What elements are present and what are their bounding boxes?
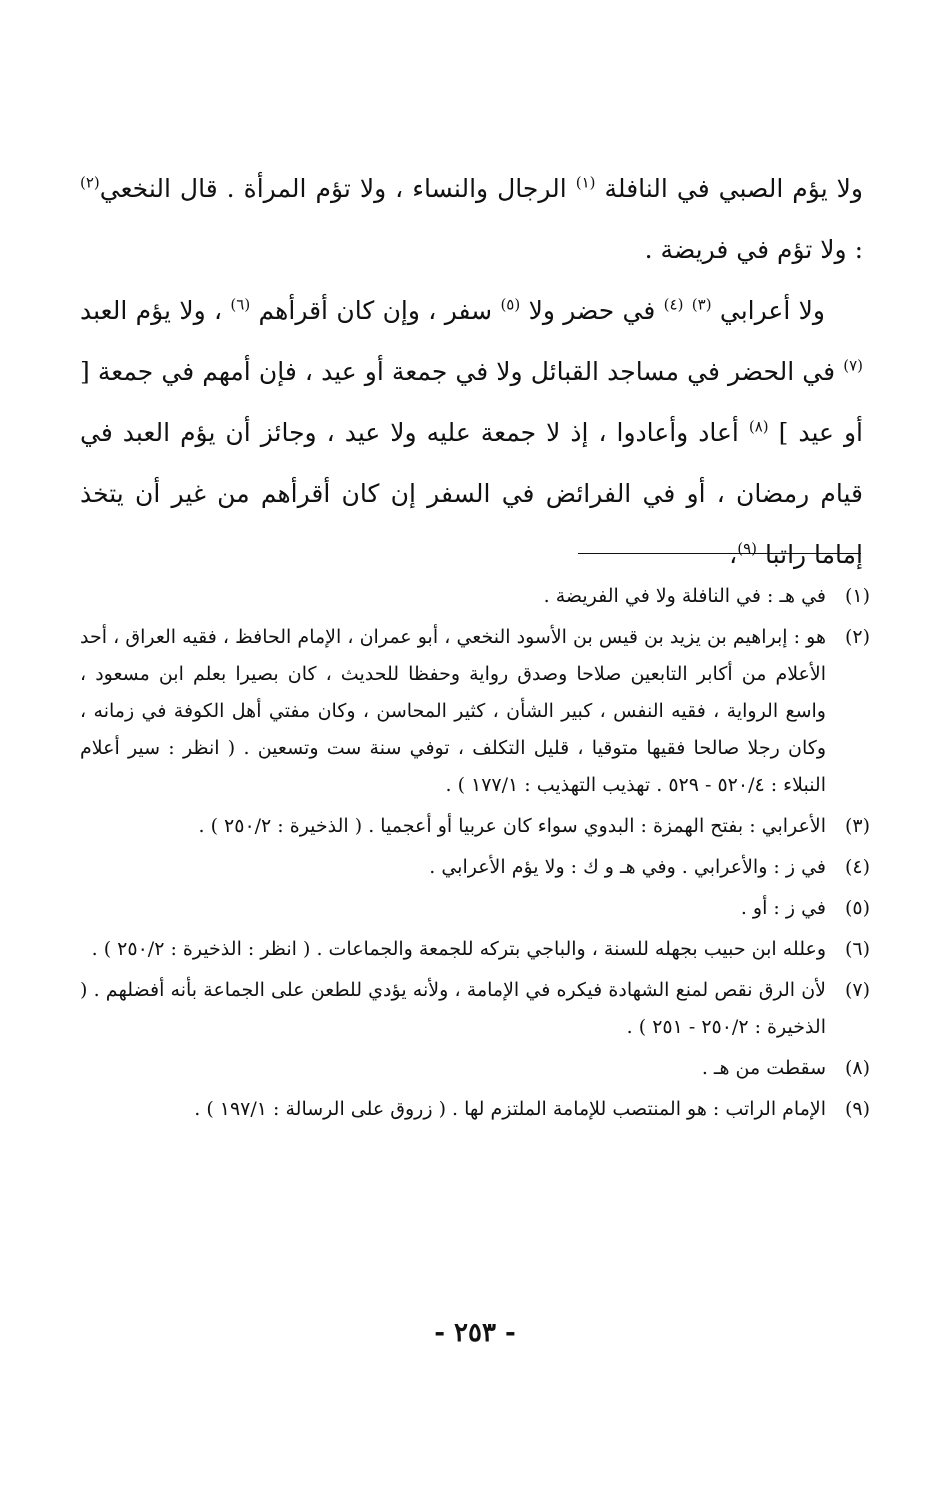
footnote-ref-9[interactable]: (٩) <box>737 539 757 558</box>
footnote-text: في ز : أو . <box>740 897 826 919</box>
paragraph-1: ولا يؤم الصبي في النافلة $^{(١)}$ الرجال والنساء ، ولا تؤم المرأة . قال النخعي$^{(٢)}$ : ولا تؤم في فريضة . <box>80 173 863 264</box>
footnote-number: (٩) <box>844 1098 870 1120</box>
footnote-text: وعلله ابن حبيب بجهله للسنة ، والباجي بتركه للجمعة والجماعات . ( انظر : الذخيرة : ٢٥٠/٢ ) . <box>91 938 826 960</box>
footnote-number: (٣) <box>844 815 870 837</box>
footnote-number: (٦) <box>844 938 870 960</box>
footnote-text: لأن الرق نقص لمنع الشهادة فيكره في الإمامة ، ولأنه يؤدي للطعن على الجماعة بأنه أفضلهم . ( الذخيرة : ٢٥٠/٢ - ٢٥١ ) . <box>80 979 826 1038</box>
footnote-text: سقطت من هـ . <box>701 1057 826 1079</box>
footnote-9 <box>80 1091 870 1128</box>
footnote-ref-7[interactable]: (٧) <box>843 356 863 375</box>
footnote-1 <box>80 578 870 615</box>
footnote-3 <box>80 808 870 845</box>
footnote-ref-2[interactable]: (٢) <box>80 173 100 192</box>
footnote-text: الأعرابي : بفتح الهمزة : البدوي سواء كان عربيا أو أعجميا . ( الذخيرة : ٢٥٠/٢ ) . <box>198 815 826 837</box>
footnote-number: (٧) <box>844 979 870 1001</box>
footnote-number: (٢) <box>844 626 870 648</box>
footnote-2 <box>80 619 870 804</box>
footnote-text: في هـ : في النافلة ولا في الفريضة . <box>543 585 826 607</box>
footnote-6 <box>80 931 870 968</box>
footnotes <box>80 578 870 1128</box>
footnote-ref-5[interactable]: (٥) <box>500 295 521 314</box>
footnote-divider <box>578 553 861 554</box>
footnote-number: (٥) <box>844 897 870 919</box>
paragraph-2: ولا أعرابي $^{(٣)}$ $^{(٤)}$ في حضر ولا $^{(٥)}$ سفر ، وإن كان أقرأهم $^{(٦)}$ ، ولا يؤم العبد $^{(٧)}$ في الحضر في مساجد القبائل ولا في جمعة أو عيد ، فإن أمهم في جمعة [ أو عيد ] $^{(٨)}$ أعاد وأعادوا ، إذ لا جمعة عليه ولا عيد ، وجائز أن يؤم العبد في قيام رمضان ، أو في الفرائض في السفر إن كان أقرأهم من غير أن يتخذ إماما راتبا $^{(٩)}$، <box>80 295 863 569</box>
footnote-text: هو : إبراهيم بن يزيد بن قيس بن الأسود النخعي ، أبو عمران ، الإمام الحافظ ، فقيه العراق ، أحد الأعلام من أكابر التابعين صلاحا وصدق رواية وحفظا للحديث ، كان بصيرا بعلم ابن مسعود ، واسع الرواية ، فقيه النفس ، كبير الشأن ، كثير المحاسن ، وكان مفتي أهل الكوفة في زمانه ، وكان رجلا صالحا فقيها متوقيا ، قليل التكلف ، توفي سنة ست وتسعين . ( انظر : سير أعلام النبلاء : ٥٢٠/٤ - ٥٢٩ . تهذيب التهذيب : ١٧٧/١ ) . <box>80 626 826 796</box>
page-number: - ٢٥٣ - <box>434 1318 516 1348</box>
footnote-number: (١) <box>844 585 870 607</box>
footnote-text: الإمام الراتب : هو المنتصب للإمامة الملتزم لها . ( زروق على الرسالة : ١٩٧/١ ) . <box>194 1098 826 1120</box>
footnote-ref-3[interactable]: (٣) <box>691 295 712 314</box>
footnote-ref-1[interactable]: (١) <box>575 173 596 192</box>
footnote-4 <box>80 849 870 886</box>
footnote-number: (٤) <box>844 856 870 878</box>
footnote-text: في ز : والأعرابي . وفي هـ و ك : ولا يؤم الأعرابي . <box>429 856 826 878</box>
footnote-7 <box>80 972 870 1046</box>
footnote-number: (٨) <box>844 1057 870 1079</box>
footnote-5 <box>80 890 870 927</box>
main-text <box>80 158 863 585</box>
footnote-ref-6[interactable]: (٦) <box>230 295 251 314</box>
footnote-ref-8[interactable]: (٨) <box>748 417 769 436</box>
footnote-8 <box>80 1050 870 1087</box>
footnote-ref-4[interactable]: (٤) <box>663 295 684 314</box>
